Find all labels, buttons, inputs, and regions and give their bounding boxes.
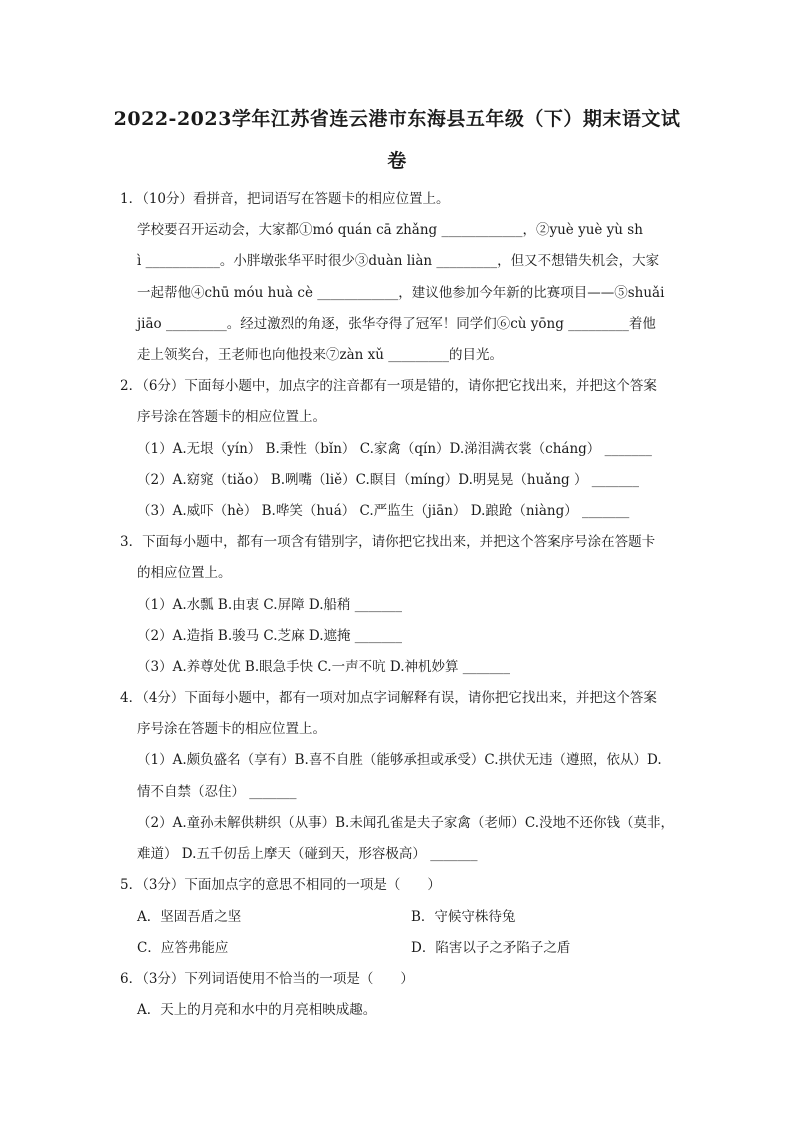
question-4-stem-continued: 序号涂在答题卡的相应位置上。 [137,721,326,737]
question-2-option-row: （2）A.窈窕（tiǎo） B.咧嘴（liě）C.瞑目（míng）D.明晃晃（huǎng ） _______ [137,472,640,488]
question-5-stem: 5．（3分）下面加点字的意思不相同的一项是（ ） [120,877,441,893]
question-4-option-row-continued: 情不自禁（忍住） _______ [137,784,297,800]
question-2-stem: 2．（6分）下面每小题中，加点字的注音都有一项是错的，请你把它找出来，并把这个答案 [120,378,657,394]
question-3-option-row: （2）A.造指 B.骏马 C.芝麻 D.遮掩 _______ [137,628,403,644]
question-5-option-a: A．坚固吾盾之坚 [137,909,242,925]
question-4-option-row: （2）A.童孙未解供耕织（从事）B.未闻孔雀是夫子家禽（老师）C.没地不还你钱（莫非， [137,815,674,831]
question-2-option-row: （1）A.无垠（yín） B.秉性（bǐn） C.家禽（qín）D.涕泪满衣裳（cháng） _______ [137,441,652,457]
question-1-stem: 1．（10分）看拼音，把词语写在答题卡的相应位置上。 [120,191,450,207]
question-4-option-row: （1）A.颇负盛名（享有）B.喜不自胜（能够承担或承受）C.拱伏无违（遵照，依从）D. [137,752,662,768]
question-4-option-row-continued: 难道） D.五千仞岳上摩天（碰到天，形容极高） _______ [137,846,478,862]
question-3-stem: 3．下面每小题中，都有一项含有错别字，请你把它找出来，并把这个答案序号涂在答题卡 [120,534,656,550]
question-4-stem: 4．（4分）下面每小题中，都有一项对加点字词解释有误，请你把它找出来，并把这个答案 [120,690,657,706]
question-1-text-line: 学校要召开运动会，大家都①mó quán cā zhǎng ____________，②yuè yuè yù sh [137,222,643,238]
question-1-text-line: 一起帮他④chū móu huà cè ____________，建议他参加今年新的比赛项目——⑤shuǎi [137,285,665,301]
question-2-stem-continued: 序号涂在答题卡的相应位置上。 [137,409,326,425]
question-5-option-b: B．守候守株待兔 [411,909,516,925]
question-2-option-row: （3）A.威吓（hè） B.哗笑（huá） C.严监生（jiān） D.踉跄（niàng） _______ [137,503,630,519]
question-3-stem-continued: 的相应位置上。 [137,565,232,581]
question-3-option-row: （3）A.养尊处优 B.眼急手快 C.一声不吭 D.神机妙算 _______ [137,659,511,675]
question-6-option-a: A．天上的月亮和水中的月亮相映成趣。 [137,1002,377,1018]
question-3-option-row: （1）A.水瓢 B.由衷 C.屏障 D.船稍 _______ [137,597,403,613]
question-6-stem: 6．（3分）下列词语使用不恰当的一项是（ ） [120,971,414,987]
question-5-option-c: C．应答弗能应 [137,940,229,956]
question-1-text-line: jiāo _________。经过激烈的角逐，张华夺得了冠军！同学们⑥cù yōng _________着他 [137,316,656,332]
question-1-text-line: ì ___________。小胖墩张华平时很少③duàn liàn _________，但又不想错失机会，大家 [137,253,660,269]
question-5-option-d: D．陷害以子之矛陷子之盾 [411,940,571,956]
page-title: 2022-2023学年江苏省连云港市东海县五年级（下）期末语文试 [113,108,681,130]
question-1-text-line: 走上领奖台，王老师也向他投来⑦zàn xǔ _________的目光。 [137,347,503,363]
page-title-continued: 卷 [387,150,407,172]
